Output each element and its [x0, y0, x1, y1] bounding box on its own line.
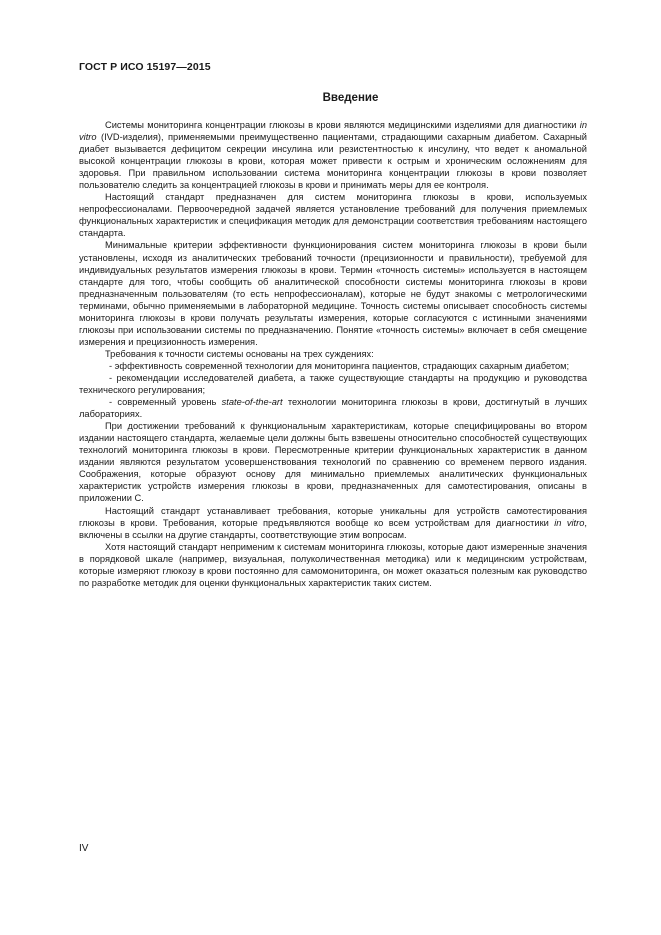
- text-run: Минимальные критерии эффективности функционирования систем мониторинга глюкозы в крови были установлены, исходя из аналитических требований точности (прецизионности и правильности), требуемой для индивидуальных результатов измерения глюкозы в крови. Термин «точность системы» используется в настоящем стандарте для того, чтобы сообщить об аналитической способности системы мониторинга глюкозы в крови предназначенным пользователям (то есть непрофессионалам), которые не будут знакомы с метрологическими терминами, обычно применяемыми в лабораторной медицине. Точность системы описывает способность системы мониторинга глюкозы в крови получать результаты измерения, которые согласуются с истинными значениями глюкозы при использовании системы по предназначению. Понятие «точность системы» включает в себя смещение измерения и прецизионность измерения.: [79, 240, 587, 347]
- body-text: [79, 119, 587, 589]
- italic-term: in vitro: [79, 120, 587, 143]
- section-title: Введение: [322, 92, 379, 104]
- list-item: [79, 396, 587, 420]
- text-run: - рекомендации исследователей диабета, а также существующие стандарты на продукцию и руководства технического регулирования;: [79, 372, 587, 396]
- text-run: Хотя настоящий стандарт неприменим к системам мониторинга глюкозы, которые дают измеренные значения в порядковой шкале (например, визуальная, полуколичественная методика) или к медицинским устройствам, которые измеряют глюкозу в крови постоянно для самомониторинга, он может оказаться полезным как руководство по разработке методик для оценки функциональных характеристик таких систем.: [79, 541, 587, 588]
- paragraph: [79, 119, 587, 191]
- italic-term: state-of-the-art: [221, 397, 283, 408]
- text-run: (IVD-изделия), применяемыми преимущественно пациентами, страдающими сахарным диабетом. Сахарный диабет вызывается дефицитом секреции инсулина или резистентностью к инсулину, что ведет к аномальной высокой концентрации глюкозы в крови, которая может привести к острым и хроническим осложнениям для здоровья. При правильном использовании система мониторинга концентрации глюкозы в крови позволяет пользователю следить за концентрацией глюкозы в крови и принимать меры для ее контроля.: [79, 132, 587, 191]
- text-run: Требования к точности системы основаны на трех суждениях:: [105, 348, 374, 359]
- text-run: При достижении требований к функциональным характеристикам, которые специфицированы во втором издании настоящего стандарта, желаемые цели должны быть взвешены относительно способностей существующих технологий мониторинга глюкозы в крови. Пересмотренные критерии функциональных характеристик в данном издании являются результатом усовершенствования технологий по сравнению со временем первого издания. Соображения, которые образуют основу для минимально приемлемых аналитических функциональных характеристик устройств измерения глюкозы в крови, предназначенных для самотестирования, описаны в приложении С.: [79, 421, 587, 504]
- text-run: Настоящий стандарт предназначен для систем мониторинга глюкозы в крови, используемых непрофессионалами. Первоочередной задачей является установление требований для получения приемлемых функциональных характеристик и спецификация методик для демонстрации соответствия требованиям настоящего стандарта.: [79, 192, 587, 239]
- list-item: [79, 372, 587, 396]
- paragraph: [79, 348, 587, 360]
- paragraph: [79, 191, 587, 239]
- text-run: Настоящий стандарт устанавливает требования, которые уникальны для устройств самотестирования глюкозы в крови. Требования, которые предъявляются вообще ко всем устройствам для диагностики: [79, 505, 587, 528]
- paragraph: [79, 239, 587, 347]
- paragraph: [79, 541, 587, 589]
- paragraph: [79, 505, 587, 541]
- text-run: , включены в ссылки на другие стандарты, соответствующие этим вопросам.: [79, 517, 587, 540]
- paragraph: [79, 420, 587, 504]
- page-number: IV: [79, 843, 89, 854]
- list-item: [79, 360, 587, 372]
- running-header: ГОСТ Р ИСО 15197—2015: [79, 61, 211, 73]
- text-run: - современный уровень: [109, 397, 222, 408]
- text-run: - эффективность современной технологии для мониторинга пациентов, страдающих сахарным диабетом;: [109, 360, 570, 371]
- text-run: технологии мониторинга глюкозы в крови, достигнутый в лучших лабораториях.: [79, 397, 587, 420]
- text-run: Системы мониторинга концентрации глюкозы в крови являются медицинскими изделиями для диагностики: [105, 120, 580, 130]
- italic-term: in vitro: [554, 517, 585, 528]
